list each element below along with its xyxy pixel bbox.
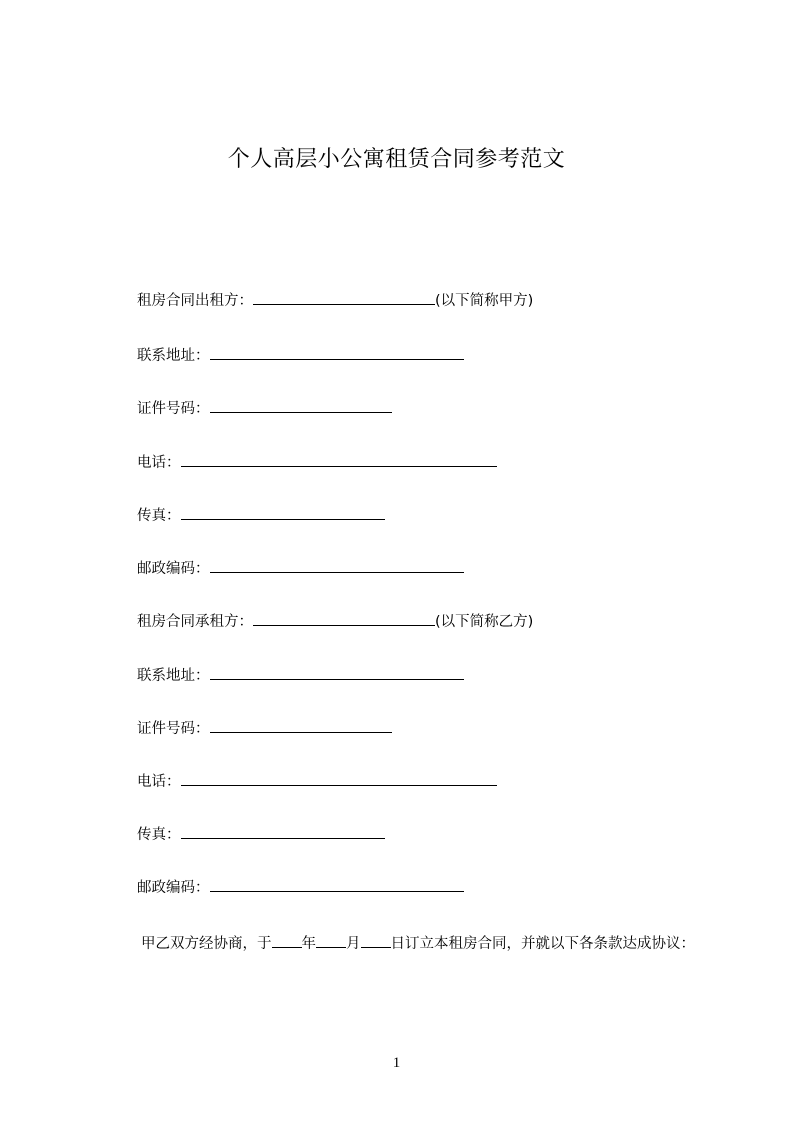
b-phone-label: 电话： xyxy=(137,774,181,790)
lessor-blank[interactable] xyxy=(253,290,435,305)
b-id-blank[interactable] xyxy=(210,718,392,733)
page-number: 1 xyxy=(392,1055,401,1071)
month-label: 月 xyxy=(346,936,361,952)
lessee-suffix: (以下简称乙方) xyxy=(435,614,534,630)
a-address-field xyxy=(137,345,464,366)
agreement-paragraph xyxy=(137,931,712,957)
b-id-label: 证件号码： xyxy=(137,721,210,737)
day-blank[interactable] xyxy=(361,933,391,948)
lessee-blank[interactable] xyxy=(253,611,435,626)
b-phone-field xyxy=(137,771,497,792)
b-address-label: 联系地址： xyxy=(137,668,210,684)
document-title: 个人高层小公寓租赁合同参考范文 xyxy=(227,147,566,172)
b-phone-blank[interactable] xyxy=(181,771,497,786)
a-id-blank[interactable] xyxy=(210,398,392,413)
a-postal-field xyxy=(137,558,464,579)
a-id-label: 证件号码： xyxy=(137,401,210,417)
year-blank[interactable] xyxy=(272,933,302,948)
a-address-label: 联系地址： xyxy=(137,348,210,364)
b-postal-label: 邮政编码： xyxy=(137,880,210,896)
agreement-text-1: 甲乙双方经协商，于 xyxy=(141,936,272,952)
lessee-field xyxy=(137,611,533,632)
a-phone-label: 电话： xyxy=(137,455,181,471)
a-postal-blank[interactable] xyxy=(210,558,464,573)
a-fax-blank[interactable] xyxy=(181,505,385,520)
lessor-suffix: (以下简称甲方) xyxy=(435,293,534,309)
agreement-text-2: 日订立本租房合同，并就以下各条款达成协议： xyxy=(390,936,695,952)
b-fax-label: 传真： xyxy=(137,827,181,843)
a-fax-field xyxy=(137,505,385,526)
year-label: 年 xyxy=(301,936,316,952)
lessee-label: 租房合同承租方： xyxy=(137,614,253,630)
b-fax-field xyxy=(137,824,385,845)
b-id-field xyxy=(137,718,392,739)
a-phone-field xyxy=(137,452,497,473)
b-postal-blank[interactable] xyxy=(210,877,464,892)
b-address-blank[interactable] xyxy=(210,665,464,680)
a-address-blank[interactable] xyxy=(210,345,464,360)
b-address-field xyxy=(137,665,464,686)
a-phone-blank[interactable] xyxy=(181,452,497,467)
b-postal-field xyxy=(137,877,464,898)
lessor-field xyxy=(137,290,533,311)
month-blank[interactable] xyxy=(316,933,346,948)
lessor-label: 租房合同出租方： xyxy=(137,293,253,309)
b-fax-blank[interactable] xyxy=(181,824,385,839)
a-postal-label: 邮政编码： xyxy=(137,561,210,577)
a-fax-label: 传真： xyxy=(137,508,181,524)
a-id-field xyxy=(137,398,392,419)
